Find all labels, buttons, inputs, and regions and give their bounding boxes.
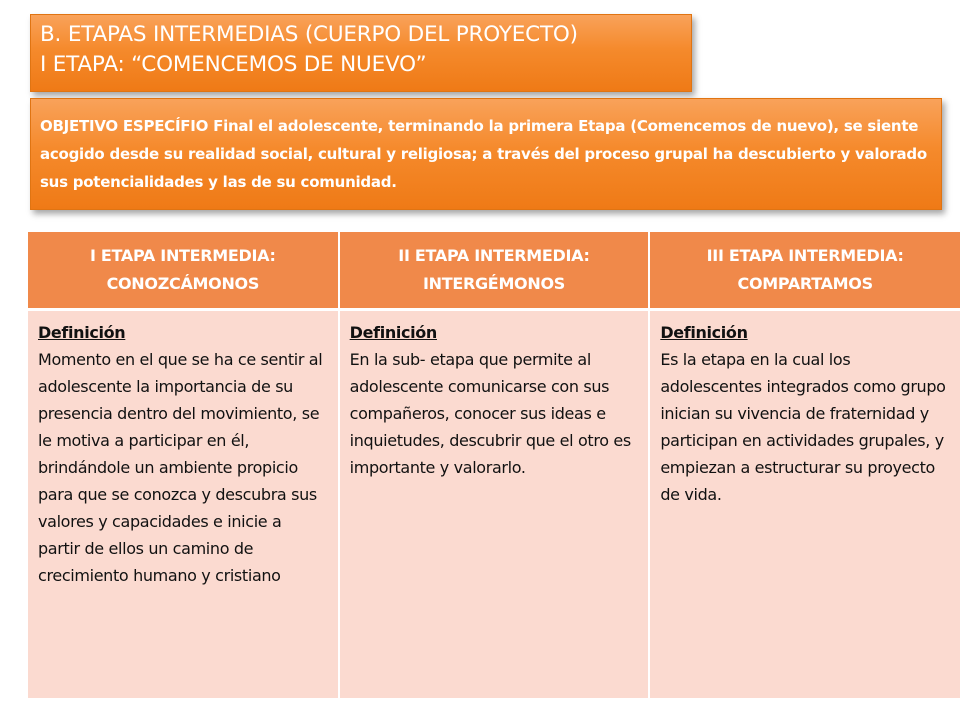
objective-text: OBJETIVO ESPECÍFIO Final el adolescente, terminando la primera Etapa (Comencemos de nuevo), se siente acogido desde su realidad social, cultural y religiosa; a través del proceso grupal ha descubierto y valorado sus potencialidades y las de su comunidad. [40,117,927,191]
stages-table [28,232,960,698]
definition-text: Es la etapa en la cual los adolescentes integrados como grupo inician su vivencia de fraternidad y participan en actividades grupales, y empiezan a estructurar su proyecto de vida. [660,350,946,504]
section-title: B. ETAPAS INTERMEDIAS (CUERPO DEL PROYECTO) [40,22,578,47]
definition-text: Momento en el que se ha ce sentir al adolescente la importancia de su presencia dentro del movimiento, se le motiva a participar en él, brindándole un ambiente propicio para que se conozca y descubra sus valores y capacidades e inicie a partir de ellos un camino de crecimiento humano y cristiano [38,350,323,585]
column-header-compartamos: III ETAPA INTERMEDIA: COMPARTAMOS [649,232,960,310]
definition-label: Definición [38,323,126,342]
table-header-row [28,232,960,310]
column-header-conozcamonos: I ETAPA INTERMEDIA: CONOZCÁMONOS [28,232,339,310]
column-header-intergemonos: II ETAPA INTERMEDIA: INTERGÉMONOS [339,232,650,310]
title-box [30,14,692,92]
table-row [28,310,960,699]
definition-label: Definición [349,323,437,342]
definition-cell-compartamos [649,310,960,699]
definition-cell-intergemonos [339,310,650,699]
definition-text: En la sub- etapa que permite al adolescente comunicarse con sus compañeros, conocer sus ideas e inquietudes, descubrir que el otro es importante y valorarlo. [349,350,631,477]
definition-cell-conozcamonos [28,310,339,699]
objective-box [30,98,942,210]
definition-label: Definición [660,323,748,342]
stage-title: I ETAPA: “COMENCEMOS DE NUEVO” [40,52,427,77]
